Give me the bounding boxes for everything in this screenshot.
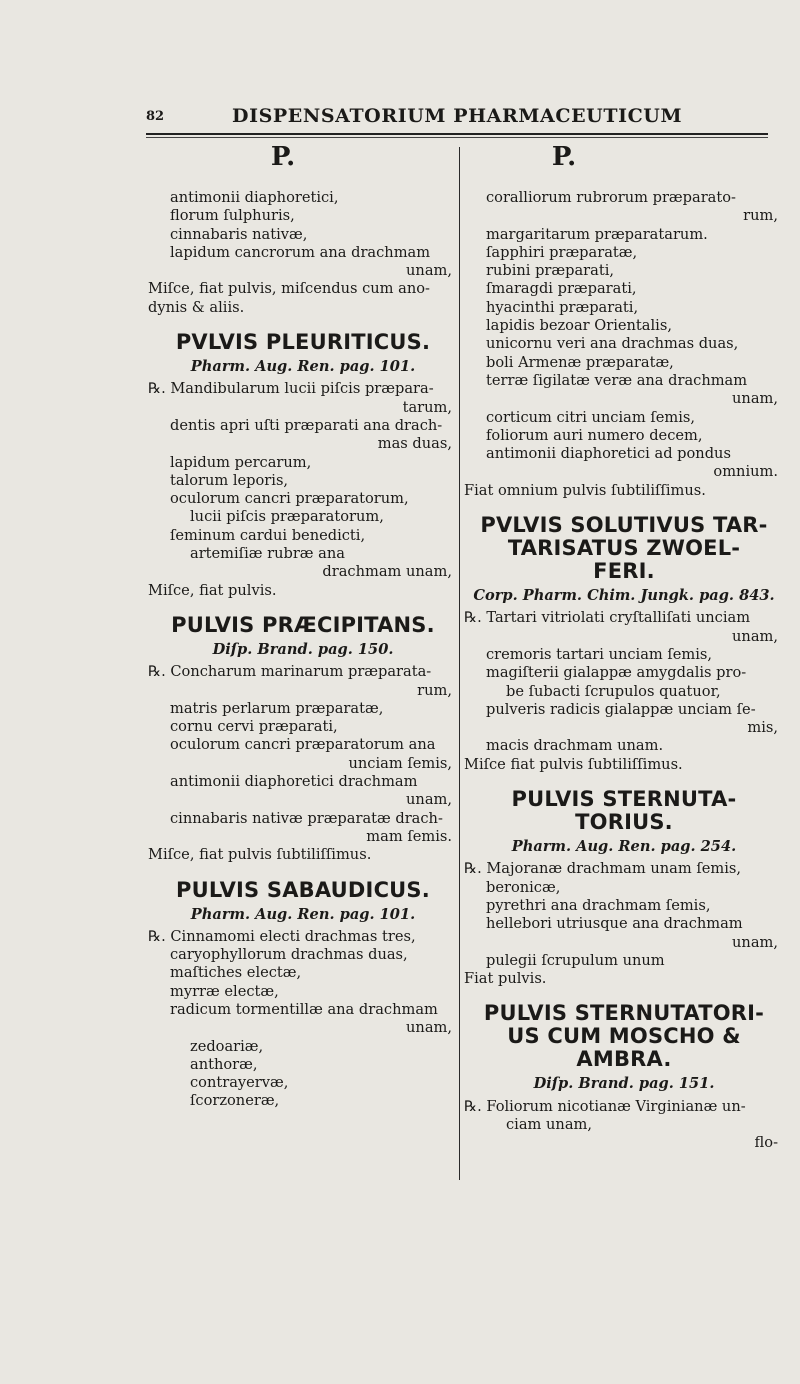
text-line: maſtiches electæ, <box>170 964 302 982</box>
text-line: ſcorzoneræ, <box>190 1092 280 1110</box>
text-line: contrayervæ, <box>190 1074 289 1092</box>
text-line: pyrethri ana drachmam ſemis, <box>486 896 711 914</box>
text-line: Fiat pulvis. <box>464 970 547 988</box>
text-line: rum, <box>743 207 778 225</box>
text-line: hellebori utriusque ana drachmam <box>486 915 743 933</box>
text-line: oculorum cancri præparatorum, <box>170 490 409 508</box>
text-line: pulegii ſcrupulum unum <box>486 951 665 969</box>
text-line: hyacinthi præparati, <box>486 298 639 316</box>
section-title: PVLVIS PLEURITICUS. <box>175 330 431 355</box>
text-line: terræ ſigilatæ veræ ana drachmam <box>486 371 748 389</box>
text-line: ℞. Concharum marinarum præparata- <box>148 663 432 681</box>
text-line: lucii piſcis præparatorum, <box>190 508 384 526</box>
text-line: ſeminum cardui benedicti, <box>170 526 366 544</box>
text-line: magiſterii gialappæ amygdalis pro- <box>486 664 747 682</box>
text-line: rubini præparati, <box>486 262 615 280</box>
text-line: mam ſemis. <box>366 827 452 845</box>
text-line: ℞. Majoranæ drachmam unam ſemis, <box>464 860 742 878</box>
text-line: unam, <box>732 627 778 645</box>
recipe-block <box>464 860 784 988</box>
text-line: unam, <box>406 1019 452 1037</box>
text-line: cinnabaris nativæ, <box>170 225 308 243</box>
text-line: ℞. Foliorum nicotianæ Virginianæ un- <box>464 1097 746 1115</box>
recipe-block <box>148 380 458 600</box>
text-line: ſmaragdi præparati, <box>486 280 637 298</box>
text-line: unam, <box>732 933 778 951</box>
text-line: radicum tormentillæ ana drachmam <box>170 1000 438 1018</box>
text-line: mas duas, <box>377 435 452 453</box>
text-block <box>464 189 784 500</box>
text-line: antimonii diaphoretici, <box>170 189 339 206</box>
text-line: drachmam unam, <box>322 563 452 581</box>
column-divider <box>459 147 460 1180</box>
text-line: unam, <box>732 390 778 408</box>
text-line: cornu cervi præparati, <box>170 718 338 736</box>
text-line: Miſce fiat pulvis ſubtiliſſimus. <box>464 755 683 773</box>
text-line: tarum, <box>402 398 452 416</box>
text-line: cinnabaris nativæ præparatæ drach- <box>170 809 443 827</box>
text-line: omnium. <box>713 463 778 481</box>
text-line: beronicæ, <box>486 878 561 896</box>
section-reference: Diſp. Brand. pag. 151. <box>533 1075 715 1093</box>
text-line: lapidum percarum, <box>170 453 312 471</box>
text-line: matris perlarum præparatæ, <box>170 699 384 717</box>
section-title-line: FERI. <box>593 559 655 584</box>
column-letter: P. <box>551 142 577 172</box>
text-line: talorum leporis, <box>170 471 289 489</box>
section-title-line: AMBRA. <box>576 1047 672 1072</box>
section-reference: Pharm. Aug. Ren. pag. 254. <box>511 838 737 856</box>
text-line: Miſce, fiat pulvis ſubtiliſſimus. <box>148 846 372 864</box>
text-line: pulveris radicis gialappæ unciam ſe- <box>486 700 756 718</box>
text-line: boli Armenæ præparatæ, <box>486 353 674 371</box>
text-line: macis drachmam unam. <box>486 737 664 755</box>
text-line: dynis & aliis. <box>148 298 245 316</box>
text-line: Miſce, fiat pulvis. <box>148 581 277 599</box>
text-line: antimonii diaphoretici drachmam <box>170 773 418 791</box>
text-line: lapidum cancrorum ana drachmam <box>170 243 431 261</box>
section-reference: Corp. Pharm. Chim. Jungk. pag. 843. <box>473 587 775 605</box>
section-title-line: TORIUS. <box>575 810 673 835</box>
section-title-line: PULVIS STERNUTA- <box>511 787 737 812</box>
recipe-block <box>464 609 784 774</box>
page-number: 82 <box>146 109 165 124</box>
left-column <box>148 143 458 1111</box>
recipe-block <box>464 1098 784 1153</box>
recipe-block <box>148 928 458 1111</box>
text-line: unicornu veri ana drachmas duas, <box>486 335 739 353</box>
text-line: unam, <box>406 262 452 280</box>
text-block <box>148 189 458 317</box>
section-title-line: PULVIS STERNUTATORI- <box>483 1001 765 1026</box>
text-line: artemiſiæ rubræ ana <box>190 545 345 563</box>
text-line: florum ſulphuris, <box>170 207 295 225</box>
section-reference: Diſp. Brand. pag. 150. <box>212 640 394 658</box>
section-title: PULVIS SABAUDICUS. <box>176 877 430 902</box>
text-line: myrræ electæ, <box>170 982 279 1000</box>
section-title: PULVIS PRÆCIPITANS. <box>171 612 435 637</box>
header-rule <box>146 133 768 135</box>
header-rule-thin <box>146 137 768 138</box>
column-letter: P. <box>270 142 296 172</box>
text-line: ℞. Mandibularum lucii piſcis præpara- <box>148 380 434 398</box>
section-reference: Pharm. Aug. Ren. pag. 101. <box>190 905 416 923</box>
text-line: coralliorum rubrorum præparato- <box>486 189 736 206</box>
text-line: Miſce, fiat pulvis, miſcendus cum ano- <box>148 280 430 298</box>
section-title-line: TARISATUS ZWOEL- <box>507 536 741 561</box>
text-line: unam, <box>406 791 452 809</box>
running-title: DISPENSATORIUM PHARMACEUTICUM <box>232 105 683 127</box>
text-line: foliorum auri numero decem, <box>486 426 703 444</box>
text-line: flo- <box>754 1134 778 1152</box>
text-line: lapidis bezoar Orientalis, <box>486 317 672 335</box>
text-line: anthoræ, <box>190 1055 258 1073</box>
text-line: corticum citri unciam ſemis, <box>486 408 695 426</box>
text-line: margaritarum præparatarum. <box>486 225 708 243</box>
text-line: caryophyllorum drachmas duas, <box>170 946 408 964</box>
text-line: ℞. Tartari vitriolati cryſtalliſati unciam <box>464 609 751 627</box>
text-line: antimonii diaphoretici ad pondus <box>486 445 731 463</box>
text-line: mis, <box>747 719 778 737</box>
recipe-block <box>148 663 458 864</box>
text-line: cremoris tartari unciam ſemis, <box>486 645 713 663</box>
section-title-line: PVLVIS SOLUTIVUS TAR- <box>480 513 768 538</box>
text-line: be ſubacti ſcrupulos quatuor, <box>506 682 721 700</box>
text-line: ſapphiri præparatæ, <box>486 243 638 261</box>
text-line: ciam unam, <box>506 1115 592 1133</box>
text-line: zedoariæ, <box>190 1037 264 1055</box>
right-column <box>464 143 784 1153</box>
section-reference: Pharm. Aug. Ren. pag. 101. <box>190 358 416 376</box>
text-line: dentis apri uſti præparati ana drach- <box>170 416 443 434</box>
text-line: ℞. Cinnamomi electi drachmas tres, <box>148 927 416 945</box>
text-line: rum, <box>417 681 452 699</box>
text-line: oculorum cancri præparatorum ana <box>170 736 436 754</box>
text-line: unciam ſemis, <box>348 754 452 772</box>
text-line: Fiat omnium pulvis ſubtiliſſimus. <box>464 481 706 499</box>
section-title-line: US CUM MOSCHO & <box>507 1024 741 1049</box>
